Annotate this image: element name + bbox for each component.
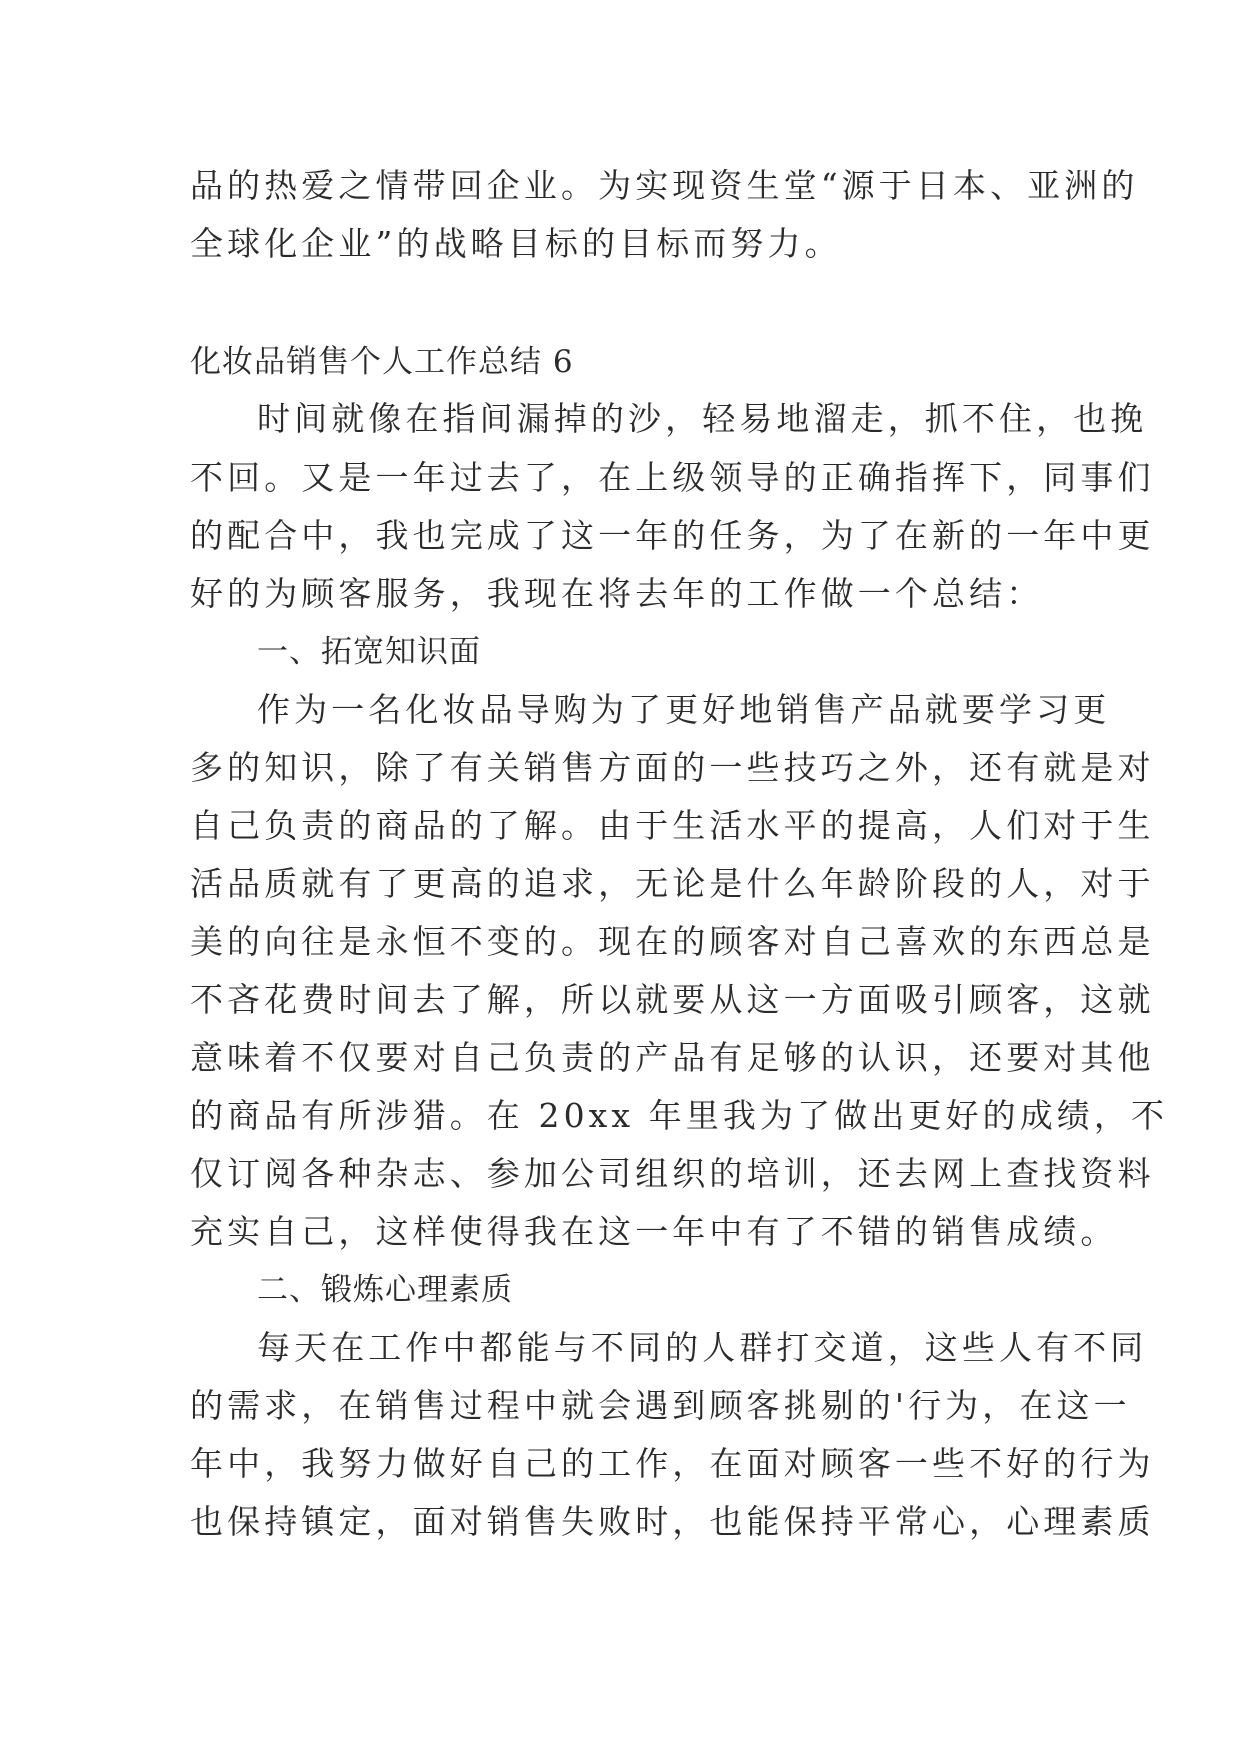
paragraph-first-line: 每天在工作中都能与不同的人群打交道，这些人有不同	[257, 1328, 1148, 1367]
text-line: 品的热爱之情带回企业。为实现资生堂“源于日本、亚洲的	[190, 166, 1139, 205]
subheading-2: 二、锻炼心理素质	[257, 1272, 513, 1308]
section-title: 化妆品销售个人工作总结 6	[190, 344, 574, 380]
text-line: 美的向往是永恒不变的。现在的顾客对自己喜欢的东西总是	[190, 922, 1155, 961]
text-line: 不吝花费时间去了解，所以就要从这一方面吸引顾客，这就	[190, 980, 1155, 1019]
subheading-1: 一、拓宽知识面	[257, 634, 481, 670]
text-line: 也保持镇定，面对销售失败时，也能保持平常心，心理素质	[190, 1502, 1155, 1541]
text-line: 多的知识，除了有关销售方面的一些技巧之外，还有就是对	[190, 748, 1155, 787]
text-line: 仅订阅各种杂志、参加公司组织的培训，还去网上查找资料	[190, 1154, 1155, 1193]
text-line: 好的为顾客服务，我现在将去年的工作做一个总结：	[190, 574, 1044, 613]
text-line: 充实自己，这样使得我在这一年中有了不错的销售成绩。	[190, 1212, 1118, 1251]
paragraph-first-line: 时间就像在指间漏掉的沙，轻易地溜走，抓不住，也挽	[257, 399, 1148, 438]
paragraph-first-line: 作为一名化妆品导购为了更好地销售产品就要学习更	[257, 690, 1111, 729]
text-line: 活品质就有了更高的追求，无论是什么年龄阶段的人，对于	[190, 864, 1155, 903]
text-line: 的需求，在销售过程中就会遇到顾客挑剔的'行为，在这一	[190, 1386, 1131, 1425]
text-line: 自己负责的商品的了解。由于生活水平的提高，人们对于生	[190, 806, 1155, 845]
text-line: 年中，我努力做好自己的工作，在面对顾客一些不好的行为	[190, 1444, 1155, 1483]
text-line: 不回。又是一年过去了，在上级领导的正确指挥下，同事们	[190, 458, 1155, 497]
text-line: 的配合中，我也完成了这一年的任务，为了在新的一年中更	[190, 516, 1155, 555]
text-line: 的商品有所涉猎。在 20xx 年里我为了做出更好的成绩，不	[190, 1096, 1169, 1135]
text-line: 意味着不仅要对自己负责的产品有足够的认识，还要对其他	[190, 1038, 1155, 1077]
text-line: 全球化企业”的战略目标的目标而努力。	[190, 224, 842, 263]
